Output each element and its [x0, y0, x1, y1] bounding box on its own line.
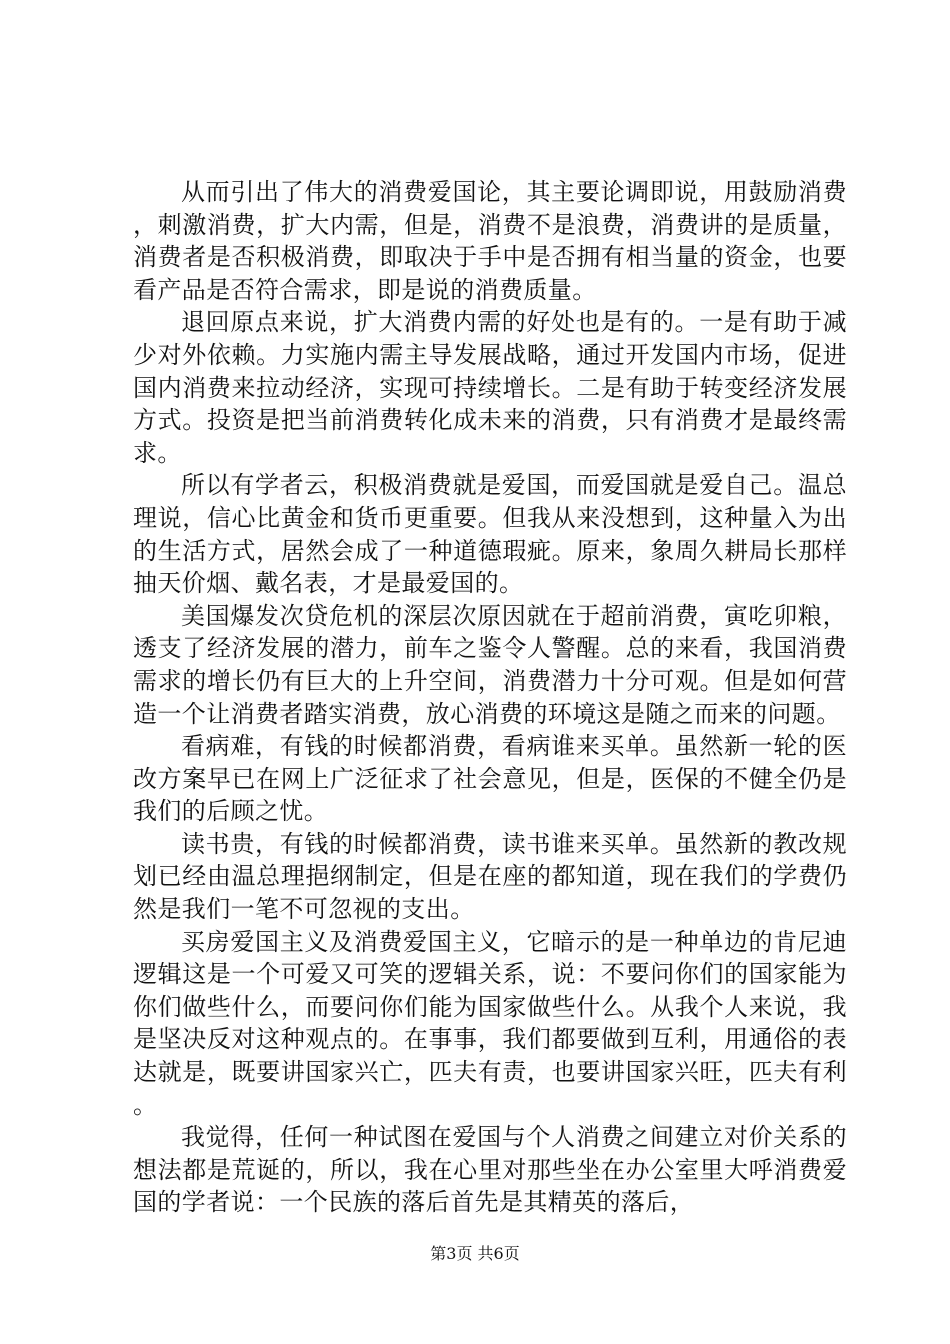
paragraph: 买房爱国主义及消费爱国主义，它暗示的是一种单边的肯尼迪逻辑这是一个可爱又可笑的逻辑关系，说：不要问你们的国家能为你们做些什么，而要问你们能为国家做些什么。从我个人来说，我是坚决反对这种观点的。在事事，我们都要做到互利，用通俗的表达就是，既要讲国家兴亡，匹夫有责，也要讲国家兴旺，匹夫有利。	[133, 927, 847, 1119]
paragraph: 美国爆发次贷危机的深层次原因就在于超前消费，寅吃卯粮，透支了经济发展的潜力，前车之鉴令人警醒。总的来看，我国消费需求的增长仍有巨大的上升空间，消费潜力十分可观。但是如何营造一个让消费者踏实消费，放心消费的环境这是随之而来的问题。	[133, 601, 847, 728]
paragraph: 退回原点来说，扩大消费内需的好处也是有的。一是有助于减少对外依赖。力实施内需主导发展战略，通过开发国内市场，促进国内消费来拉动经济，实现可持续增长。二是有助于转变经济发展方式。投资是把当前消费转化成未来的消费，只有消费才是最终需求。	[133, 308, 847, 467]
page-indicator: 第3页 共6页	[430, 1244, 520, 1263]
paragraph: 所以有学者云，积极消费就是爱国，而爱国就是爱自己。温总理说，信心比黄金和货币更重要。但我从来没想到，这种量入为出的生活方式，居然会成了一种道德瑕疵。原来，象周久耕局长那样抽天价烟、戴名表，才是最爱国的。	[133, 471, 847, 598]
page-footer	[0, 1244, 950, 1264]
paragraph: 我觉得，任何一种试图在爱国与个人消费之间建立对价关系的想法都是荒诞的，所以，我在心里对那些坐在办公室里大呼消费爱国的学者说：一个民族的落后首先是其精英的落后，	[133, 1123, 847, 1217]
paragraph: 看病难，有钱的时候都消费，看病谁来买单。虽然新一轮的医改方案早已在网上广泛征求了社会意见，但是，医保的不健全仍是我们的后顾之忧。	[133, 732, 847, 826]
document-body	[133, 176, 847, 1219]
paragraph: 读书贵，有钱的时候都消费，读书谁来买单。虽然新的教改规划已经由温总理挹纲制定，但是在座的都知道，现在我们的学费仍然是我们一笔不可忽视的支出。	[133, 829, 847, 924]
paragraph: 从而引出了伟大的消费爱国论，其主要论调即说，用鼓励消费，刺激消费，扩大内需，但是，消费不是浪费，消费讲的是质量，消费者是否积极消费，即取决于手中是否拥有相当量的资金，也要看产品是否符合需求，即是说的消费质量。	[133, 178, 847, 304]
